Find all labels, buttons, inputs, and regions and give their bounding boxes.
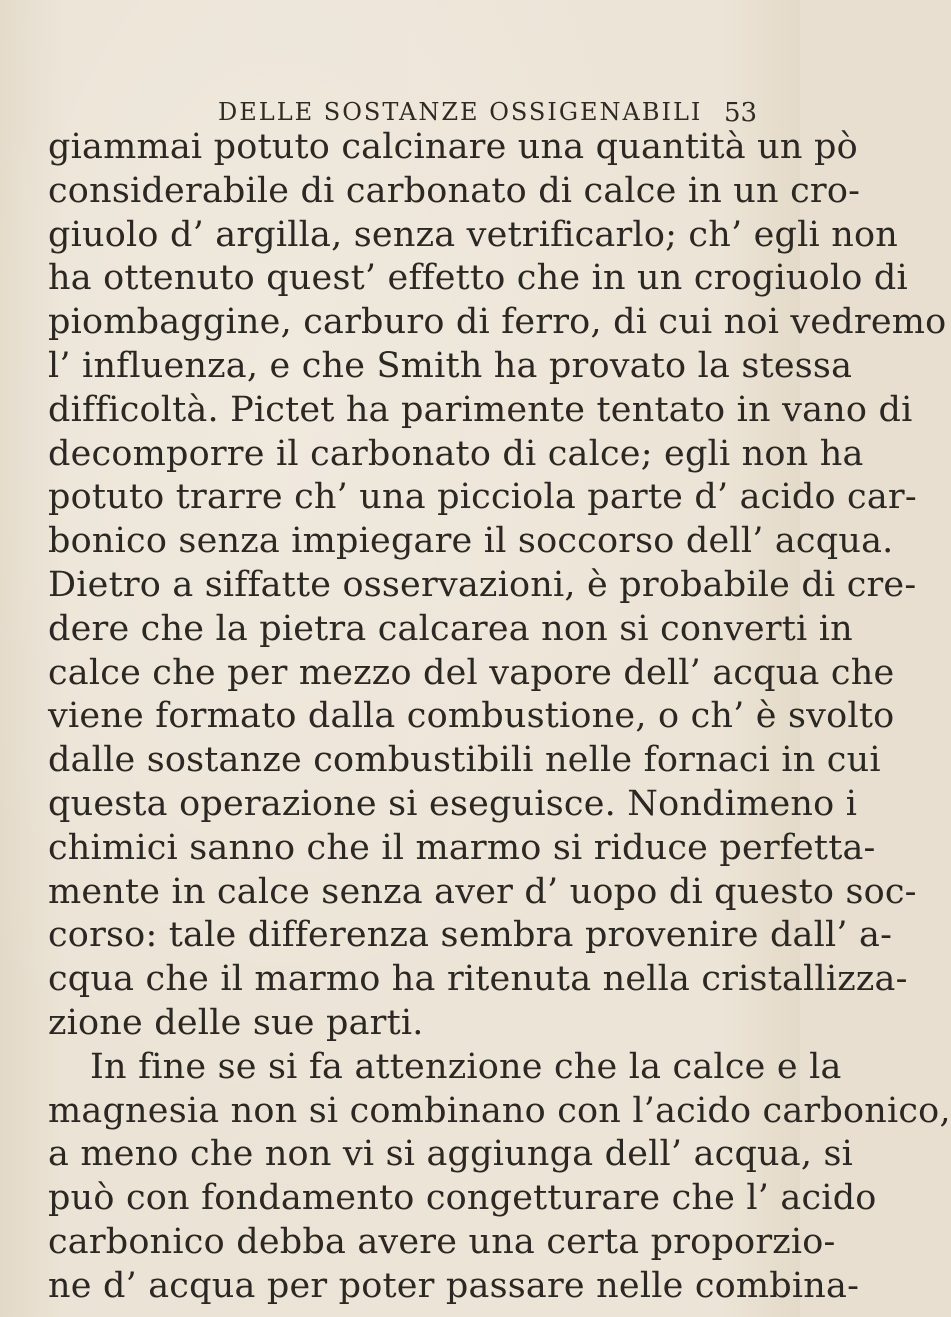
text-line: può con fondamento congetturare che l’ acido <box>48 1178 877 1219</box>
text-line: l’ influenza, e che Smith ha provato la stessa <box>48 345 853 386</box>
text-line: mente in calce senza aver d’ uopo di questo soc- <box>48 871 917 912</box>
text-line: giammai potuto calcinare una quantità un pò <box>48 127 858 167</box>
text-line: difficoltà. Pictet ha parimente tentato in vano di <box>48 389 913 430</box>
text-line: viene formato dalla combustione, o ch’ è svolto <box>48 696 895 737</box>
text-line: calce che per mezzo del vapore dell’ acqua che <box>48 652 895 693</box>
text-line: ha ottenuto quest’ effetto che in un crogiuolo di <box>48 258 908 299</box>
text-line: potuto trarre ch’ una picciola parte d’ acido car- <box>48 477 917 518</box>
text-line: chimici sanno che il marmo si riduce perfetta- <box>48 827 876 868</box>
paragraph-start-line: In fine se si fa attenzione che la calce e la <box>90 1046 842 1087</box>
text-line: questa operazione si eseguisce. Nondimeno i <box>48 783 858 824</box>
text-line: dere che la pietra calcarea non si converti in <box>48 608 853 649</box>
text-line: Dietro a siffatte osservazioni, è probabile di cre- <box>48 564 917 605</box>
body-text <box>48 126 951 1309</box>
text-line: bonico senza impiegare il soccorso dell’ acqua. <box>48 521 894 562</box>
paragraph-end-line: zione delle sue parti. <box>48 1002 424 1043</box>
text-line: considerabile di carbonato di calce in un cro- <box>48 170 861 211</box>
text-line: cqua che il marmo ha ritenuta nella cristallizza- <box>48 959 908 1000</box>
text-line: a meno che non vi si aggiunga dell’ acqua, si <box>48 1134 854 1175</box>
text-line: ne d’ acqua per poter passare nelle combina- <box>48 1265 860 1306</box>
text-line: corso: tale differenza sembra provenire dall’ a- <box>48 915 893 956</box>
text-line: magnesia non si combinano con l’acido carbonico, <box>48 1090 951 1131</box>
text-line: decomporre il carbonato di calce; egli non ha <box>48 433 864 474</box>
text-line: dalle sostanze combustibili nelle fornaci in cui <box>48 740 881 781</box>
text-line: piombaggine, carburo di ferro, di cui noi vedremo <box>48 302 947 343</box>
running-head: DELLE SOSTANZE OSSIGENABILI <box>218 98 703 126</box>
text-line: carbonico debba avere una certa proporzio- <box>48 1221 836 1262</box>
text-line: giuolo d’ argilla, senza vetrificarlo; ch’ egli non <box>48 214 898 255</box>
page-number: 53 <box>724 98 758 128</box>
